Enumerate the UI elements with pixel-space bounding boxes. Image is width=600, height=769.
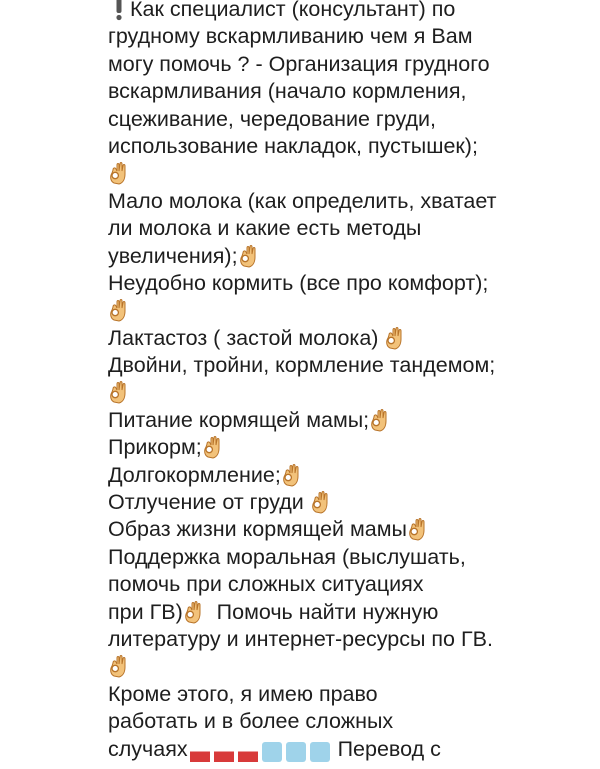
exclamation-icon <box>108 0 130 23</box>
post-line-text: Отлучение от груди <box>108 490 310 515</box>
ok-hand-icon <box>108 380 130 404</box>
post-line-text: Кроме этого, я имею право <box>108 681 378 706</box>
post-text <box>108 0 588 763</box>
post-line <box>108 133 588 160</box>
post-line-text: сцеживание, чередование груди, <box>108 106 437 131</box>
post-line-text: работать и в более сложных <box>108 709 394 734</box>
post-line-text: Как специалист (консультант) по <box>130 0 456 21</box>
post-line <box>108 160 588 187</box>
post-line-text: увеличения); <box>108 243 238 268</box>
post-line <box>108 325 588 352</box>
post-line-text: вскармливания (начало кормления, <box>108 79 467 104</box>
post-line-text: при ГВ) <box>108 599 183 624</box>
post-line <box>108 434 588 461</box>
post-line <box>108 215 588 242</box>
post-line-text: Лактастоз ( застой молока) <box>108 325 385 350</box>
blue-square-icon <box>262 742 282 762</box>
post-line-text: Помочь найти нужную <box>204 599 439 624</box>
post-line-text: грудному вскармливанию чем я Вам <box>108 24 473 49</box>
ok-hand-icon <box>108 654 130 678</box>
post-line <box>108 51 588 78</box>
ok-hand-icon <box>384 326 406 350</box>
post-line-text: Двойни, тройни, кормление тандемом; <box>108 353 496 378</box>
post-line <box>108 489 588 516</box>
post-line-text: могу помочь ? - Организация грудного <box>108 51 490 76</box>
post-line <box>108 653 588 680</box>
post-line-text: Неудобно кормить (все про комфорт); <box>108 270 489 295</box>
post-line-text: литературу и интернет-ресурсы по ГВ. <box>108 626 493 651</box>
ok-hand-icon <box>202 435 224 459</box>
post-line <box>108 23 588 50</box>
post-line <box>108 736 588 763</box>
post-line <box>108 599 588 626</box>
post-line-text: Поддержка моральная (выслушать, <box>108 544 466 569</box>
post-line <box>108 106 588 133</box>
post-line <box>108 462 588 489</box>
post-line <box>108 352 588 379</box>
ok-hand-icon <box>281 463 303 487</box>
blue-square-icon <box>286 742 306 762</box>
post-line <box>108 188 588 215</box>
post-line <box>108 571 588 598</box>
flag-icons <box>188 742 260 766</box>
ok-hand-icon <box>183 600 205 624</box>
blue-square-icons <box>260 742 332 766</box>
post-line <box>108 516 588 543</box>
ok-hand-icon <box>238 244 260 268</box>
ok-hand-icon <box>108 298 130 322</box>
post-line-text: использование накладок, пустышек); <box>108 133 478 158</box>
post-line <box>108 78 588 105</box>
post-line-text: помочь при сложных ситуациях <box>108 572 424 597</box>
post-line-text: Питание кормящей мамы; <box>108 407 370 432</box>
post-line <box>108 0 588 23</box>
post-line <box>108 270 588 297</box>
post-line <box>108 708 588 735</box>
post-line-text: Мало молока (как определить, хватает <box>108 188 497 213</box>
ok-hand-icon <box>108 161 130 185</box>
ok-hand-icon <box>310 490 332 514</box>
blue-square-icon <box>310 742 330 762</box>
ok-hand-icon <box>407 517 429 541</box>
post-line <box>108 243 588 270</box>
post-line-text: ли молока и какие есть методы <box>108 216 422 241</box>
post-line <box>108 297 588 324</box>
post-line-text: Образ жизни кормящей мамы <box>108 517 407 542</box>
post-line <box>108 544 588 571</box>
post-line <box>108 407 588 434</box>
post-line <box>108 379 588 406</box>
post-line-text: случаях <box>108 736 188 761</box>
post-line <box>108 626 588 653</box>
post-line-text: Прикорм; <box>108 435 202 460</box>
post-line <box>108 681 588 708</box>
post-line-text: Долгокормление; <box>108 462 281 487</box>
ok-hand-icon <box>369 408 391 432</box>
post-line-text: Перевод с <box>331 736 441 761</box>
